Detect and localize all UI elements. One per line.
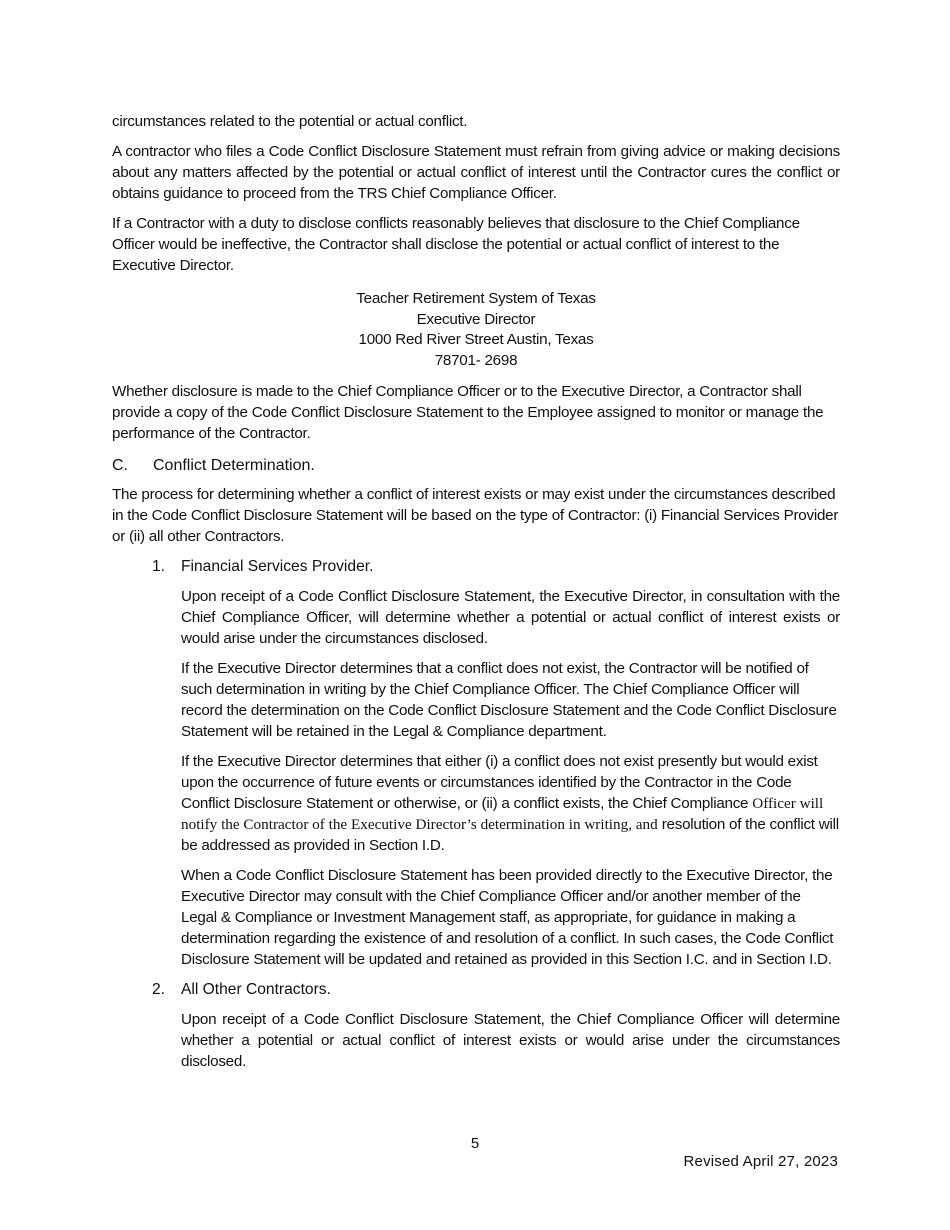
paragraph-financial-receipt: Upon receipt of a Code Conflict Disclosure Statement, the Executive Director, in consultation with the Chief Compliance Officer, will determine whether a potential or actual conflict of interest exists or would arise under the circumstances disclosed. <box>181 588 840 647</box>
subsection-title: All Other Contractors. <box>181 981 331 998</box>
revision-date: Revised April 27, 2023 <box>683 1153 838 1170</box>
paragraph-disclose-executive-director: If a Contractor with a duty to disclose conflicts reasonably believes that disclosure to the Chief Compliance Officer would be ineffective, the Contractor shall disclose the potential or actual conflict of interest to the Executive Director. <box>112 215 800 274</box>
section-heading-c <box>112 455 840 476</box>
address-line-zip: 78701- 2698 <box>434 351 518 369</box>
address-line-organization: Teacher Retirement System of Texas <box>356 290 596 307</box>
address-line-street: 1000 Red River Street Austin, Texas <box>358 331 594 348</box>
subsection-number: 2. <box>152 981 166 998</box>
paragraph-provide-copy: Whether disclosure is made to the Chief Compliance Officer or to the Executive Director, a Contractor shall provide a copy of the Code Conflict Disclosure Statement to the Employee assigned to monitor or manage the performance of the Contractor. <box>112 383 824 442</box>
subsection-heading-financial <box>152 556 840 577</box>
address-line-title: Executive Director <box>416 310 536 328</box>
text-run: If the Executive Director determines that either (i) a conflict does not exist presently but would exist upon the occurrence of future events or circumstances identified by the Contractor in the Code Conflict Disclosure Statement or otherwise, or (ii) a conflict exists, the Chief Compliance <box>181 753 818 812</box>
text-run: resolution of the conflict will be addressed as provided in Section I.D. <box>181 816 839 854</box>
paragraph-circumstances: circumstances related to the potential or actual conflict. <box>112 113 468 130</box>
page-number: 5 <box>470 1135 480 1152</box>
paragraph-direct-to-executive: When a Code Conflict Disclosure Statement has been provided directly to the Executive Director, the Executive Director may consult with the Chief Compliance Officer and/or another member of the Legal & Compliance or Investment Management staff, as appropriate, for guidance in making a determination regarding the existence of and resolution of a conflict. In such cases, the Code Conflict Disclosure Statement will be updated and retained as provided in this Section I.C. and in Section I.D. <box>181 867 834 968</box>
paragraph-determination-process: The process for determining whether a conflict of interest exists or may exist under the circumstances described in the Code Conflict Disclosure Statement will be based on the type of Contractor: (i) Financial Services Provider or (ii) all other Contractors. <box>112 486 839 545</box>
paragraph-conflict-exists <box>181 751 840 856</box>
section-letter: C. <box>112 457 128 474</box>
section-title: Conflict Determination. <box>153 457 315 474</box>
address-block <box>112 289 840 371</box>
paragraph-refrain-advice: A contractor who files a Code Conflict Disclosure Statement must refrain from giving advice or making decisions about any matters affected by the potential or actual conflict of interest until the Contractor cures the conflict or obtains guidance to proceed from the TRS Chief Compliance Officer. <box>112 143 840 202</box>
document-page <box>112 111 840 1081</box>
paragraph-other-receipt: Upon receipt of a Code Conflict Disclosure Statement, the Chief Compliance Officer will determine whether a potential or actual conflict of interest exists or would arise under the circumstances disclosed. <box>181 1011 840 1070</box>
subsection-title: Financial Services Provider. <box>181 558 374 575</box>
subsection-heading-other <box>152 979 840 1000</box>
subsection-number: 1. <box>152 558 166 575</box>
paragraph-no-conflict: If the Executive Director determines that a conflict does not exist, the Contractor will be notified of such determination in writing by the Chief Compliance Officer. The Chief Compliance Officer will record the determination on the Code Conflict Disclosure Statement and the Code Conflict Disclosure Statement will be retained in the Legal & Compliance department. <box>181 660 837 740</box>
text-run-serif: Officer will notify the Contractor of the Executive Director’s determination in writing, and <box>181 795 824 833</box>
